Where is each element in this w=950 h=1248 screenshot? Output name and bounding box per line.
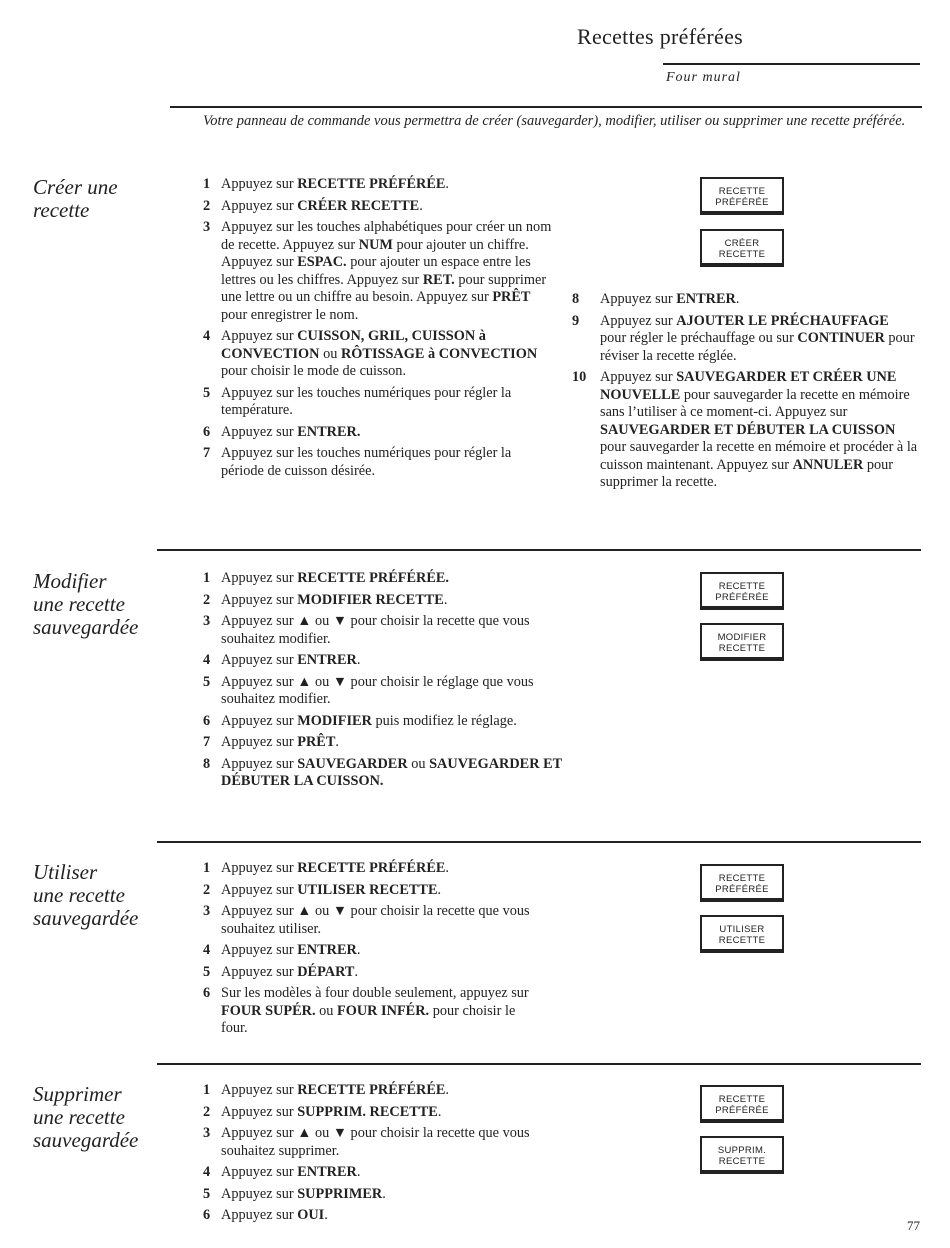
section-title-supprimer: [33, 1083, 168, 1152]
step-key-name: RECETTE PRÉFÉRÉE: [297, 1082, 446, 1098]
step-key-name: MODIFIER RECETTE: [297, 591, 444, 608]
step-number: 3: [203, 903, 211, 919]
supprim-recette-key[interactable]: [700, 1136, 784, 1174]
step-item: [203, 964, 543, 982]
step-text: pour supprimer la recette.: [600, 456, 894, 490]
step-item: [203, 219, 553, 324]
step-text: .: [324, 1207, 328, 1223]
step-item: [203, 942, 543, 960]
step-key-name: ENTRER: [297, 942, 357, 958]
step-item: [572, 369, 918, 492]
utiliser-recette-key[interactable]: [700, 915, 784, 953]
step-item: [203, 176, 553, 194]
step-number: 1: [203, 860, 211, 876]
step-item: [203, 734, 563, 752]
section-title-line: sauvegardée: [33, 1128, 139, 1152]
step-item: [203, 985, 543, 1038]
step-text: Appuyez sur: [221, 734, 298, 750]
step-text: Appuyez sur ▲ ou ▼ pour choisir la recette que vous souhaitez modifier.: [221, 613, 530, 647]
step-text: .: [354, 963, 359, 980]
step-key-name: RET.: [422, 271, 455, 288]
section-title-creer: [33, 176, 168, 222]
step-key-name: SAUVEGARDER ET CRÉER UNE NOUVELLE: [600, 369, 897, 403]
key-label: SUPPRIM.: [717, 1145, 767, 1156]
creer-steps-list: [203, 176, 553, 484]
step-number: 1: [203, 176, 211, 192]
header-rule: [663, 63, 920, 65]
step-number: 3: [203, 219, 211, 235]
step-key-name: ESPAC.: [297, 254, 347, 270]
utiliser-steps-list: [203, 860, 543, 1042]
section-title-line: sauvegardée: [33, 615, 139, 639]
section-title-modifier: [33, 570, 168, 639]
step-key-name: SUPPRIM. RECETTE: [297, 1103, 438, 1120]
step-item: [203, 756, 563, 791]
creer-steps-list-right: [572, 291, 918, 496]
step-text: ou: [407, 755, 430, 772]
step-item: [203, 592, 563, 610]
step-number: 8: [572, 291, 580, 307]
step-item: [203, 385, 553, 420]
section-title-line: Modifier: [33, 569, 107, 593]
modifier-steps-list: [203, 570, 563, 795]
supprimer-steps-list: [203, 1082, 543, 1229]
key-label: RECETTE: [718, 1094, 766, 1105]
key-label: RECETTE: [718, 581, 766, 592]
step-item: [203, 198, 553, 216]
key-label: CRÉER: [724, 238, 760, 249]
section-title-line: une recette: [33, 1105, 125, 1129]
step-number: 5: [203, 673, 211, 690]
step-text: .: [356, 1164, 361, 1180]
step-text: Appuyez sur: [221, 963, 298, 980]
step-key-name: FOUR INFÉR.: [336, 1002, 430, 1019]
step-number: 6: [203, 712, 211, 729]
step-text: .: [335, 734, 339, 750]
key-label: MODIFIER: [717, 632, 767, 643]
key-label: PRÉFÉRÉE: [715, 884, 769, 895]
step-text: .: [437, 1103, 442, 1120]
step-key-name: CUISSON, GRIL, CUISSON à CONVECTION: [221, 328, 486, 362]
step-text: .: [445, 176, 449, 192]
step-item: [203, 1104, 543, 1122]
step-number: 4: [203, 942, 211, 958]
step-text: pour enregistrer le nom.: [221, 306, 359, 323]
step-item: [203, 613, 563, 648]
section-divider: [157, 841, 921, 843]
step-item: [203, 882, 543, 900]
step-number: 7: [203, 734, 211, 750]
recette-preferee-key[interactable]: [700, 177, 784, 215]
step-key-name: PRÊT: [492, 289, 531, 305]
section-title-line: recette: [33, 198, 90, 222]
step-number: 5: [203, 963, 211, 980]
step-number: 2: [203, 1103, 211, 1120]
step-item: [203, 903, 543, 938]
step-text: Appuyez sur: [221, 591, 298, 608]
section-title-line: Utiliser: [33, 860, 98, 884]
key-label: RECETTE: [718, 935, 766, 946]
step-number: 3: [203, 613, 211, 629]
step-text: Appuyez sur: [221, 1103, 298, 1120]
step-key-name: ENTRER: [297, 1164, 357, 1180]
step-text: pour choisir le four.: [221, 1002, 516, 1036]
section-title-line: une recette: [33, 883, 125, 907]
step-text: Appuyez sur: [221, 860, 298, 876]
step-number: 5: [203, 1185, 211, 1202]
key-label: RECETTE: [718, 186, 766, 197]
step-item: [203, 1186, 543, 1204]
section-title-utiliser: [33, 861, 168, 930]
step-text: Appuyez sur: [221, 176, 298, 192]
key-label: PRÉFÉRÉE: [715, 1105, 769, 1116]
step-text: Appuyez sur: [600, 291, 677, 307]
step-text: Appuyez sur les touches alphabétiques pour créer un nom de recette. Appuyez sur: [221, 219, 552, 253]
section-divider: [157, 1063, 921, 1065]
key-label: RECETTE: [718, 873, 766, 884]
step-key-name: UTILISER RECETTE: [297, 881, 438, 898]
step-item: [572, 313, 918, 366]
step-key-name: AJOUTER LE PRÉCHAUFFAGE: [676, 312, 889, 329]
step-text: .: [419, 197, 423, 214]
step-key-name: SAUVEGARDER: [297, 755, 408, 772]
step-key-name: ENTRER: [297, 652, 357, 668]
page-subtitle: Four mural: [666, 70, 741, 85]
step-item: [572, 291, 918, 309]
step-item: [203, 1125, 543, 1160]
section-title-line: Créer une: [33, 175, 118, 199]
step-number: 8: [203, 755, 211, 772]
step-key-name: SAUVEGARDER ET DÉBUTER LA CUISSON.: [221, 755, 562, 789]
step-item: [203, 445, 553, 480]
step-key-name: CRÉER RECETTE: [297, 197, 420, 214]
step-key-name: ENTRER.: [297, 423, 361, 440]
recette-preferee-key[interactable]: [700, 572, 784, 610]
step-text: Appuyez sur: [221, 1185, 298, 1202]
step-number: 10: [572, 369, 587, 385]
step-key-name: PRÊT: [297, 734, 336, 750]
step-key-name: NUM: [358, 236, 393, 253]
step-item: [203, 424, 553, 442]
step-item: [203, 1207, 543, 1225]
page-number: 77: [907, 1218, 920, 1233]
step-text: pour régler le préchauffage ou sur: [600, 330, 798, 346]
step-number: 3: [203, 1125, 211, 1141]
step-text: Appuyez sur les touches numériques pour régler la période de cuisson désirée.: [221, 445, 512, 479]
section-title-line: une recette: [33, 592, 125, 616]
step-key-name: ANNULER: [792, 456, 864, 473]
step-text: pour réviser la recette réglée.: [600, 330, 915, 364]
step-number: 9: [572, 312, 580, 329]
key-label: UTILISER: [719, 924, 765, 935]
step-number: 4: [203, 1164, 211, 1180]
step-item: [203, 1082, 543, 1100]
step-text: .: [445, 860, 449, 876]
step-item: [203, 328, 553, 381]
step-key-name: RECETTE PRÉFÉRÉE: [297, 176, 446, 192]
step-text: Appuyez sur: [221, 942, 298, 958]
step-text: pour choisir le mode de cuisson.: [221, 363, 407, 379]
step-text: Appuyez sur: [221, 423, 298, 440]
step-text: .: [382, 1185, 386, 1202]
step-key-name: RÔTISSAGE à CONVECTION: [340, 345, 538, 362]
step-text: pour supprimer une lettre ou un chiffre au besoin. Appuyez sur: [221, 271, 547, 305]
step-item: [203, 652, 563, 670]
step-text: pour ajouter un espace entre les lettres ou les chiffres. Appuyez sur: [221, 254, 531, 288]
step-text: Appuyez sur: [221, 881, 298, 898]
step-text: .: [443, 591, 448, 608]
page-title: Recettes préférées: [577, 24, 744, 49]
step-number: 2: [203, 881, 211, 898]
section-title-line: sauvegardée: [33, 906, 139, 930]
intro-rule: [170, 106, 922, 108]
step-number: 6: [203, 423, 211, 440]
step-key-name: RECETTE PRÉFÉRÉE.: [297, 570, 449, 586]
step-number: 4: [203, 328, 211, 344]
step-text: Appuyez sur: [221, 712, 298, 729]
step-item: [203, 674, 563, 709]
key-label: RECETTE: [718, 249, 766, 260]
step-text: Appuyez sur: [221, 1082, 298, 1098]
section-divider: [157, 549, 921, 551]
step-number: 2: [203, 197, 211, 214]
step-item: [203, 570, 563, 588]
step-number: 6: [203, 1207, 211, 1223]
key-label: PRÉFÉRÉE: [715, 592, 769, 603]
step-number: 6: [203, 985, 211, 1001]
step-text: Appuyez sur: [221, 755, 298, 772]
step-number: 5: [203, 384, 211, 401]
step-item: [203, 713, 563, 731]
step-key-name: SUPPRIMER: [297, 1185, 383, 1202]
step-text: Appuyez sur: [221, 570, 298, 586]
step-text: Appuyez sur: [221, 197, 298, 214]
step-text: pour sauvegarder la recette en mémoire et procéder à la cuisson maintenant. Appuyez sur: [600, 439, 918, 473]
recette-preferee-key[interactable]: [700, 864, 784, 902]
step-text: Sur les modèles à four double seulement, appuyez sur: [221, 985, 529, 1001]
intro-text: Votre panneau de commande vous permettra de créer (sauvegarder), modifier, utiliser ou supprimer une recette préférée.: [203, 113, 906, 129]
step-key-name: RECETTE PRÉFÉRÉE: [297, 860, 446, 876]
recette-preferee-key[interactable]: [700, 1085, 784, 1123]
step-text: Appuyez sur les touches numériques pour régler la température.: [221, 384, 512, 418]
step-text: pour sauvegarder la recette en mémoire sans l’utiliser à ce moment-ci. Appuyez sur: [600, 386, 910, 420]
step-text: Appuyez sur ▲ ou ▼ pour choisir la recette que vous souhaitez utiliser.: [221, 903, 530, 937]
creer-recette-key[interactable]: [700, 229, 784, 267]
key-label: RECETTE: [718, 643, 766, 654]
step-key-name: SAUVEGARDER ET DÉBUTER LA CUISSON: [600, 421, 896, 438]
step-text: ou: [315, 1002, 337, 1019]
step-number: 1: [203, 1082, 211, 1098]
step-text: Appuyez sur: [600, 312, 677, 329]
step-text: .: [356, 942, 361, 958]
step-key-name: DÉPART: [297, 963, 355, 980]
step-number: 1: [203, 570, 211, 586]
step-text: Appuyez sur: [221, 652, 298, 668]
step-text: pour ajouter un chiffre. Appuyez sur: [221, 236, 529, 270]
step-text: puis modifiez le réglage.: [371, 712, 517, 729]
key-label: RECETTE: [718, 1156, 766, 1167]
step-number: 4: [203, 652, 211, 668]
step-number: 7: [203, 445, 211, 461]
step-item: [203, 860, 543, 878]
step-text: Appuyez sur: [221, 1164, 298, 1180]
step-text: .: [437, 881, 442, 898]
step-text: Appuyez sur: [221, 1207, 298, 1223]
step-item: [203, 1164, 543, 1182]
step-text: .: [356, 652, 361, 668]
step-key-name: MODIFIER: [297, 712, 372, 729]
step-key-name: CONTINUER: [797, 330, 885, 346]
step-key-name: FOUR SUPÉR.: [221, 1002, 316, 1019]
step-text: .: [445, 1082, 449, 1098]
modifier-recette-key[interactable]: [700, 623, 784, 661]
step-text: Appuyez sur ▲ ou ▼ pour choisir la recette que vous souhaitez supprimer.: [221, 1125, 530, 1159]
step-text: Appuyez sur: [221, 328, 298, 344]
section-title-line: Supprimer: [33, 1082, 122, 1106]
step-number: 2: [203, 591, 211, 608]
step-text: Appuyez sur ▲ ou ▼ pour choisir le réglage que vous souhaitez modifier.: [221, 673, 534, 707]
step-text: ou: [319, 345, 341, 362]
step-key-name: ENTRER: [676, 291, 736, 307]
step-text: Appuyez sur: [600, 369, 677, 385]
step-key-name: OUI: [297, 1207, 325, 1223]
key-label: PRÉFÉRÉE: [715, 197, 769, 208]
step-text: .: [735, 291, 740, 307]
